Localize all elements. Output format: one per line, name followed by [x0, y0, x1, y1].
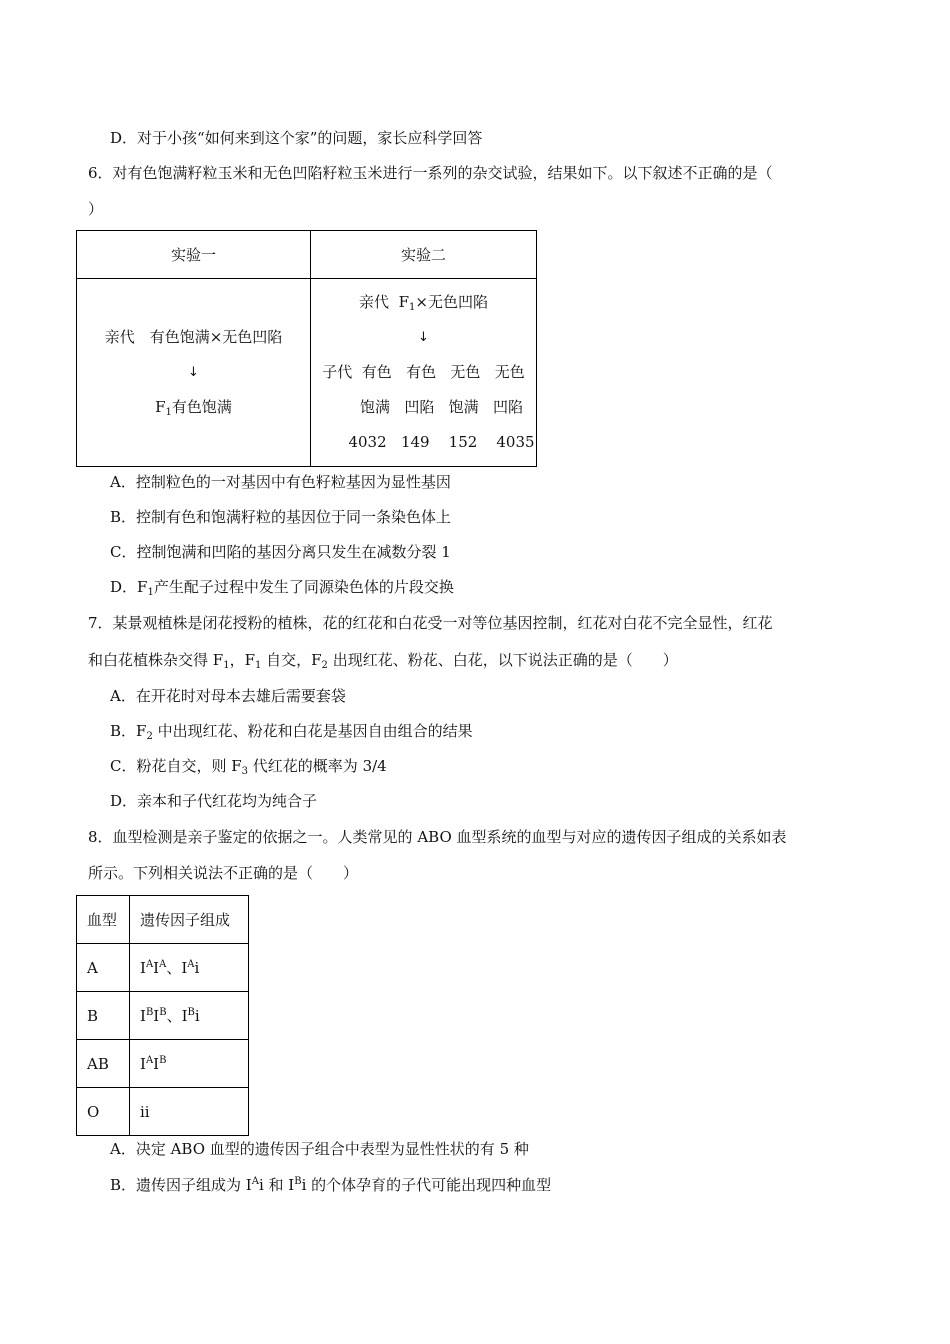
q7-stem-line1: 7．某景观植株是闭花授粉的植株，花的红花和白花受一对等位基因控制，红花对白花不完全显性，红花 — [88, 614, 773, 632]
table-row — [77, 992, 249, 1040]
table-row — [77, 1040, 249, 1088]
q8-type-a: A — [77, 944, 130, 992]
q6-stem-line1: 6．对有色饱满籽粒玉米和无色凹陷籽粒玉米进行一系列的杂交试验，结果如下。以下叙述不正确的是（ — [88, 164, 773, 182]
q8-genotype-b: $I^BI^B$、$I^Bi$ — [130, 992, 249, 1040]
q8-header-type: 血型 — [77, 896, 130, 944]
q6-exp1-parents: 亲代 有色饱满×无色凹陷 — [104, 328, 283, 346]
q8-stem-line2: 所示。下列相关说法不正确的是（ ） — [88, 864, 359, 882]
q6-option-b: B．控制有色和饱满籽粒的基因位于同一条染色体上 — [110, 508, 452, 526]
q6-exp2-parents: 亲代 $F_1\times$无色凹陷 — [359, 293, 488, 313]
q8-genotype-o: ii — [130, 1088, 249, 1136]
q6-option-c: C．控制饱满和凹陷的基因分离只发生在减数分裂 1 — [110, 543, 451, 561]
q8-blood-type-table — [76, 895, 249, 1136]
q8-header-genotype: 遗传因子组成 — [130, 896, 249, 944]
q6-exp1-cell — [77, 279, 311, 467]
q5-option-d: D．对于小孩“如何来到这个家”的问题，家长应科学回答 — [110, 129, 483, 147]
q8-option-b: B．遗传因子组成为 $I^Ai$ 和 $I^Bi$ 的个体孕育的子代可能出现四种血型 — [110, 1176, 552, 1194]
q8-option-a: A．决定 ABO 血型的遗传因子组合中表型为显性性状的有 5 种 — [110, 1140, 529, 1158]
q7-option-a: A．在开花时对母本去雄后需要套袋 — [110, 687, 346, 705]
q8-stem-line1: 8．血型检测是亲子鉴定的依据之一。人类常见的 ABO 血型系统的血型与对应的遗传因子组成的关系如表 — [88, 828, 787, 846]
q6-experiment-table — [76, 230, 537, 467]
q8-type-b: B — [77, 992, 130, 1040]
q6-exp2-offspring-shape: 饱满 凹陷 饱满 凹陷 — [360, 398, 523, 416]
q8-type-o: O — [77, 1088, 130, 1136]
q7-option-c: C．粉花自交，则 $F_3$ 代红花的概率为 3/4 — [110, 757, 387, 777]
q6-option-a: A．控制粒色的一对基因中有色籽粒基因为显性基因 — [110, 473, 451, 491]
q6-option-d: D．$F_1$产生配子过程中发生了同源染色体的片段交换 — [110, 578, 454, 598]
q6-stem-line2: ） — [88, 200, 104, 218]
q7-option-d: D．亲本和子代红花均为纯合子 — [110, 792, 318, 810]
q8-genotype-ab: $I^AI^B$ — [130, 1040, 249, 1088]
q6-exp1-f1: $F_1$有色饱满 — [155, 398, 232, 418]
q6-exp2-offspring-color: 子代 有色 有色 无色 无色 — [322, 363, 525, 381]
table-row — [77, 944, 249, 992]
q8-type-ab: AB — [77, 1040, 130, 1088]
q6-header-exp1: 实验一 — [77, 231, 311, 279]
q6-exp2-cell — [311, 279, 537, 467]
q7-stem-line2: 和白花植株杂交得 $F_1$，$F_1$ 自交，$F_2$ 出现红花、粉花、白花，以下说法正确的是（ ） — [88, 651, 678, 671]
down-arrow-icon: ↓ — [418, 330, 429, 345]
table-row — [77, 1088, 249, 1136]
q7-option-b: B．$F_2$ 中出现红花、粉花和白花是基因自由组合的结果 — [110, 722, 473, 742]
q6-header-exp2: 实验二 — [311, 231, 537, 279]
down-arrow-icon: ↓ — [188, 365, 199, 380]
table-row — [77, 896, 249, 944]
q8-genotype-a: $I^AI^A$、$I^Ai$ — [130, 944, 249, 992]
q6-exp2-offspring-counts: 4032 149 152 4035 — [348, 433, 535, 451]
